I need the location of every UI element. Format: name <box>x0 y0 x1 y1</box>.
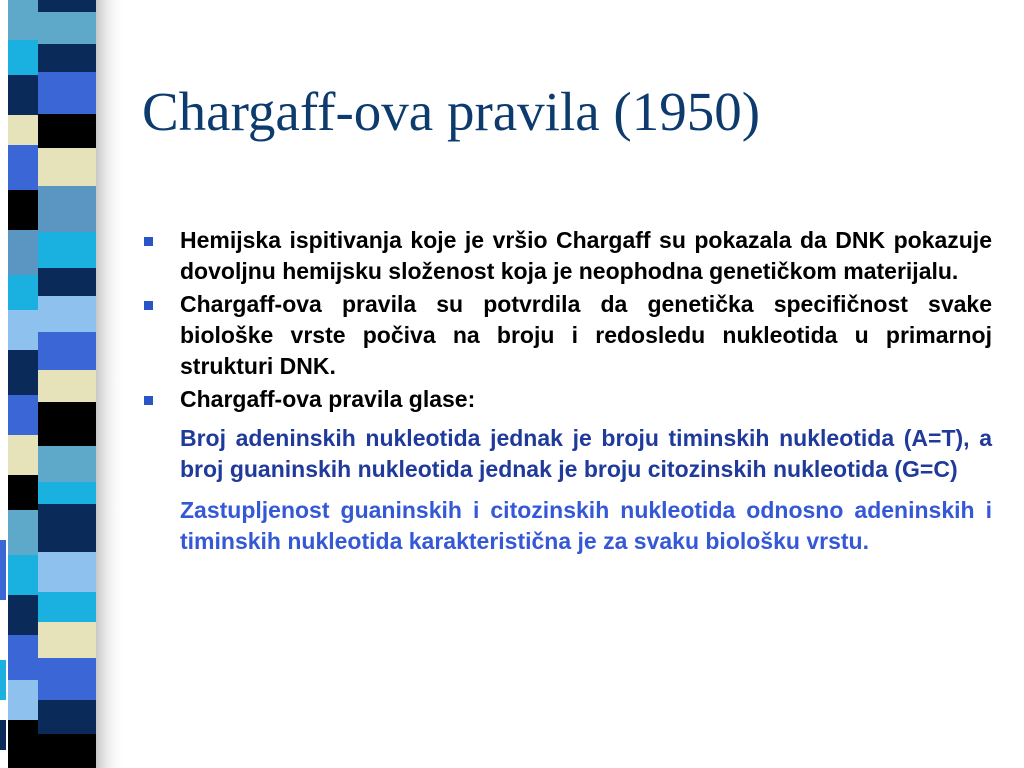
edge-column <box>0 0 8 768</box>
bullet-text-2: Chargaff-ova pravila su potvrdila da genetička specifičnost svake biološke vrste počiva na broju i redosledu nukleotida u primarnoj strukturi DNK. <box>180 291 992 379</box>
narrow-column <box>8 0 38 768</box>
rule-paragraph-2: Zastupljenost guaninskih i citozinskih nukleotida odnosno adeninskih i timinskih nukleotida karakteristična je za svaku biološku vrstu. <box>180 497 992 554</box>
slide-title: Chargaff-ova pravila (1950) <box>142 81 761 142</box>
bullet-text-3: Chargaff-ova pravila glase: <box>180 386 476 412</box>
square-bullet-icon <box>144 301 153 310</box>
strip-shadow <box>96 0 125 768</box>
decorative-stripe-pattern <box>0 0 125 768</box>
square-bullet-icon <box>144 237 153 246</box>
bullet-item-2 <box>142 289 992 382</box>
rule-paragraph-1: Broj adeninskih nukleotida jednak je broju timinskih nukleotida (A=T), a broj guaninskih nukleotida jednak je broju citozinskih nukleotida (G=C) <box>180 425 992 482</box>
bullet-item-1 <box>142 225 992 287</box>
wide-column <box>38 0 96 768</box>
bullet-item-3 <box>142 384 992 415</box>
square-bullet-icon <box>144 396 153 405</box>
slide-body <box>142 225 992 557</box>
bullet-text-1: Hemijska ispitivanja koje je vršio Chargaff su pokazala da DNK pokazuje dovoljnu hemijsku složenost koja je neophodna genetičkom materijalu. <box>180 227 992 284</box>
